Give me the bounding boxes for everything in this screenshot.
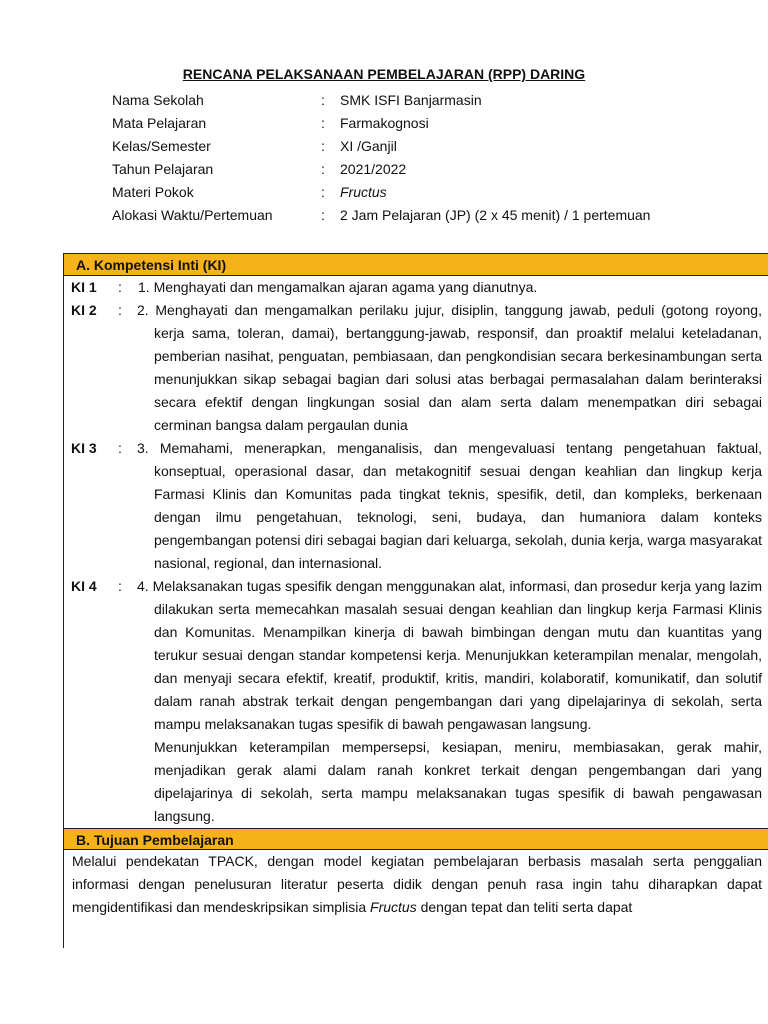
ki-colon: : [118, 279, 122, 295]
ki-text-continued: Menunjukkan keterampilan mempersepsi, kesiapan, meniru, membiasakan, gerak mahir, menjadikan gerak alami dalam ranah konkret terkait dengan pengembangan dari yang dipelajarinya di sekolah, serta mampu melaksanakan tugas spesifik di bawah pengawasan langsung. [154, 739, 762, 824]
ki-item-1 [64, 276, 768, 299]
ki-text: 2. Menghayati dan mengamalkan perilaku jujur, disiplin, tanggung jawab, peduli (gotong royong, kerja sama, toleran, damai), bertanggung-jawab, responsif, dan proaktif melalui keteladanan, pemberian nasihat, penguatan, pembiasaan, dan pengkondisian secara berkesinambungan serta menunjukkan sikap sebagai bagian dari solusi atas berbagai permasalahan dalam berinteraksi secara efektif dengan lingkungan sosial dan alam serta dalam menempatkan diri sebagai cerminan bangsa dalam pergaulan dunia [137, 302, 762, 433]
meta-value: Fructus [340, 184, 387, 200]
ki-text: 4. Melaksanakan tugas spesifik dengan menggunakan alat, informasi, dan prosedur kerja yang lazim dilakukan serta memecahkan masalah sesuai dengan keahlian dan lingkup kerja Farmasi Klinis dan Komunitas. Menampilkan kinerja di bawah bimbingan dengan mutu dan kuantitas yang terukur sesuai dengan standar kompetensi kerja. Menunjukkan keterampilan menalar, mengolah, dan menyaji secara efektif, kreatif, produktif, kritis, mandiri, kolaboratif, komunikatif, dan solutif dalam ranah abstrak terkait dengan pengembangan dari yang dipelajarinya di sekolah, serta mampu melaksanakan tugas spesifik di bawah pengawasan langsung. [137, 578, 762, 732]
meta-value: 2 Jam Pelajaran (JP) (2 x 45 menit) / 1 pertemuan [340, 207, 651, 223]
ki-text: 1. Menghayati dan mengamalkan ajaran agama yang dianutnya. [138, 279, 538, 295]
meta-value: XI /Ganjil [340, 138, 397, 154]
ki-item-2 [64, 299, 768, 437]
rpp-table [63, 253, 768, 948]
ki-label: KI 4 [71, 578, 97, 594]
ki-colon: : [118, 440, 122, 456]
ki-colon: : [118, 302, 122, 318]
ki-text: 3. Memahami, menerapkan, menganalisis, dan mengevaluasi tentang pengetahuan faktual, konseptual, operasional dasar, dan metakognitif sesuai dengan keahlian dan lingkup kerja Farmasi Klinis dan Komunitas pada tingkat teknis, spesifik, detil, dan kompleks, berkenaan dengan ilmu pengetahuan, teknologi, seni, budaya, dan humaniora dalam konteks pengembangan potensi diri sebagai bagian dari keluarga, sekolah, dunia kerja, warga masyarakat nasional, regional, dan internasional. [137, 440, 762, 571]
meta-colon: : [321, 138, 325, 154]
section-b-heading: B. Tujuan Pembelajaran [64, 828, 768, 850]
meta-label: Mata Pelajaran [112, 115, 207, 131]
section-a-heading: A. Kompetensi Inti (KI) [64, 254, 768, 276]
document-title: RENCANA PELAKSANAAN PEMBELAJARAN (RPP) DARING [182, 66, 586, 82]
ki-colon: : [118, 578, 122, 594]
meta-colon: : [321, 161, 325, 177]
objective-text-part: Melalui pendekatan TPACK, dengan model kegiatan pembelajaran berbasis masalah serta penggalian informasi dengan penelusuran literatur peserta didik dengan penuh rasa ingin tahu diharapkan dapat mengidentifikasi dan mendeskripsikan simplisia [72, 853, 762, 915]
meta-colon: : [321, 115, 325, 131]
ki-item-3 [64, 437, 768, 575]
objective-text-italic: Fructus [370, 899, 417, 915]
learning-objective-text [64, 850, 768, 919]
ki-list [64, 276, 768, 828]
ki-label: KI 3 [71, 440, 97, 456]
meta-label: Kelas/Semester [112, 138, 211, 154]
objective-text-part: dengan tepat dan teliti serta dapat [416, 899, 633, 915]
meta-value: 2021/2022 [340, 161, 407, 177]
meta-colon: : [321, 184, 325, 200]
ki-label: KI 2 [71, 302, 97, 318]
meta-value: SMK ISFI Banjarmasin [340, 92, 482, 108]
meta-label: Materi Pokok [112, 184, 194, 200]
meta-colon: : [321, 92, 325, 108]
meta-label: Tahun Pelajaran [112, 161, 214, 177]
meta-label: Alokasi Waktu/Pertemuan [112, 207, 273, 223]
ki-item-4 [64, 575, 768, 828]
meta-label: Nama Sekolah [112, 92, 204, 108]
meta-value: Farmakognosi [340, 115, 429, 131]
meta-colon: : [321, 207, 325, 223]
ki-label: KI 1 [71, 279, 97, 295]
